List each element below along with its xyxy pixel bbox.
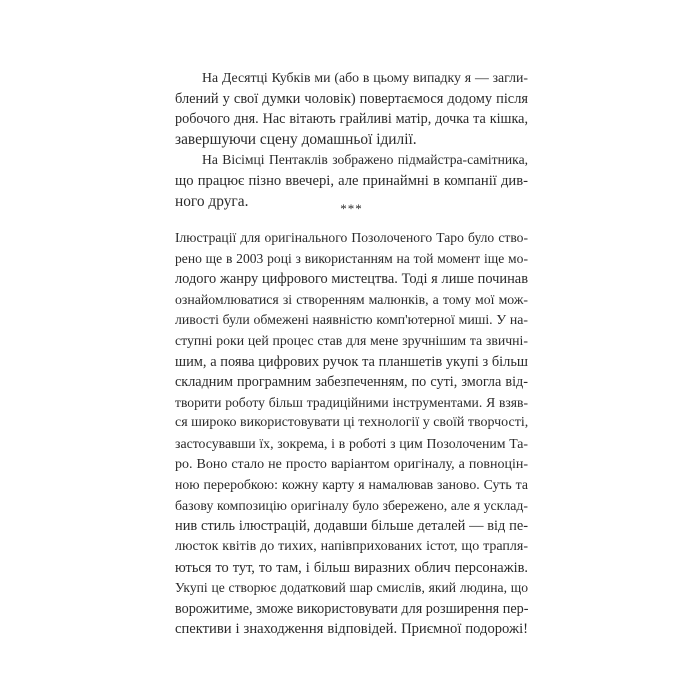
paragraph-line: що працює пізно ввечері, але принаймні в компанії див- xyxy=(175,172,528,189)
paragraph-line: ознайомлюватися зі створенням малюнків, а тому мої мож- xyxy=(175,291,528,307)
top-text-block xyxy=(175,68,528,212)
paragraph-line: ворожитиме, зможе використовувати для розширення пер- xyxy=(175,600,528,617)
bottom-text-block xyxy=(175,228,528,640)
paragraph-line: ся широко використовувати ці технології у своїй творчості, xyxy=(175,415,528,431)
paragraph-line: ро. Воно стало не просто варіантом оригіналу, а повноцін- xyxy=(175,456,528,472)
paragraph-line: ються то тут, то там, і більш виразних облич персонажів. xyxy=(175,559,528,576)
paragraph-line: робочого дня. Нас вітають грайливі матір, дочка та кішка, xyxy=(175,111,528,128)
paragraph-illustrations xyxy=(175,228,528,640)
paragraph-line: ступні роки цей процес став для мене зручнішим та звичні- xyxy=(175,332,528,348)
paragraph-line: шим, а поява цифрових ручок та планшетів укупі з більш xyxy=(175,353,528,370)
paragraph-line: ною переробкою: кожну карту я намалював заново. Суть та xyxy=(175,477,528,493)
paragraph-line: ного друга. xyxy=(175,192,249,210)
paragraph-line: блений у свої думки чоловік) повертаємося додому після xyxy=(175,90,528,107)
paragraph-line: базову композицію оригіналу було збережено, але я усклад- xyxy=(175,497,528,513)
paragraph-line: На Десятці Кубків ми (або в цьому випадку я — загли- xyxy=(202,70,528,85)
paragraph-line: Ілюстрації для оригінального Позолоченого Таро було ство- xyxy=(175,230,528,245)
paragraph-line: лодого жанру цифрового мистецтва. Тоді я лише починав xyxy=(175,271,528,288)
paragraph-line: рено ще в 2003 році з використанням на той момент іще мо- xyxy=(175,250,528,266)
paragraph-line: нив стиль ілюстрацій, додавши більше деталей — від пе- xyxy=(175,518,528,535)
paragraph-line: На Вісімці Пентаклів зображено підмайстра-самітника, xyxy=(202,152,528,168)
paragraph-line: складним програмним забезпеченням, по суті, змогла від- xyxy=(175,374,528,391)
paragraph-line: люсток квітів до тихих, напівприхованих істот, що трапля- xyxy=(175,538,528,554)
section-separator: *** xyxy=(340,201,363,216)
paragraph-line: Укупі це створює додатковий шар смислів, який людина, що xyxy=(175,580,528,596)
paragraph-ten-of-cups xyxy=(175,68,528,150)
paragraph-line: ливості були обмежені наявністю комп'ютерної миші. У на- xyxy=(175,312,528,328)
paragraph-line: завершуючи сцену домашньої ідилії. xyxy=(175,130,417,148)
paragraph-line: спективи і знаходження відповідей. Приємної подорожі! xyxy=(175,621,528,638)
paragraph-line: творити роботу більш традиційними інструментами. Я взяв- xyxy=(175,394,528,410)
paragraph-line: застосувавши їх, зокрема, і в роботі з цим Позолоченим Та- xyxy=(175,435,528,451)
